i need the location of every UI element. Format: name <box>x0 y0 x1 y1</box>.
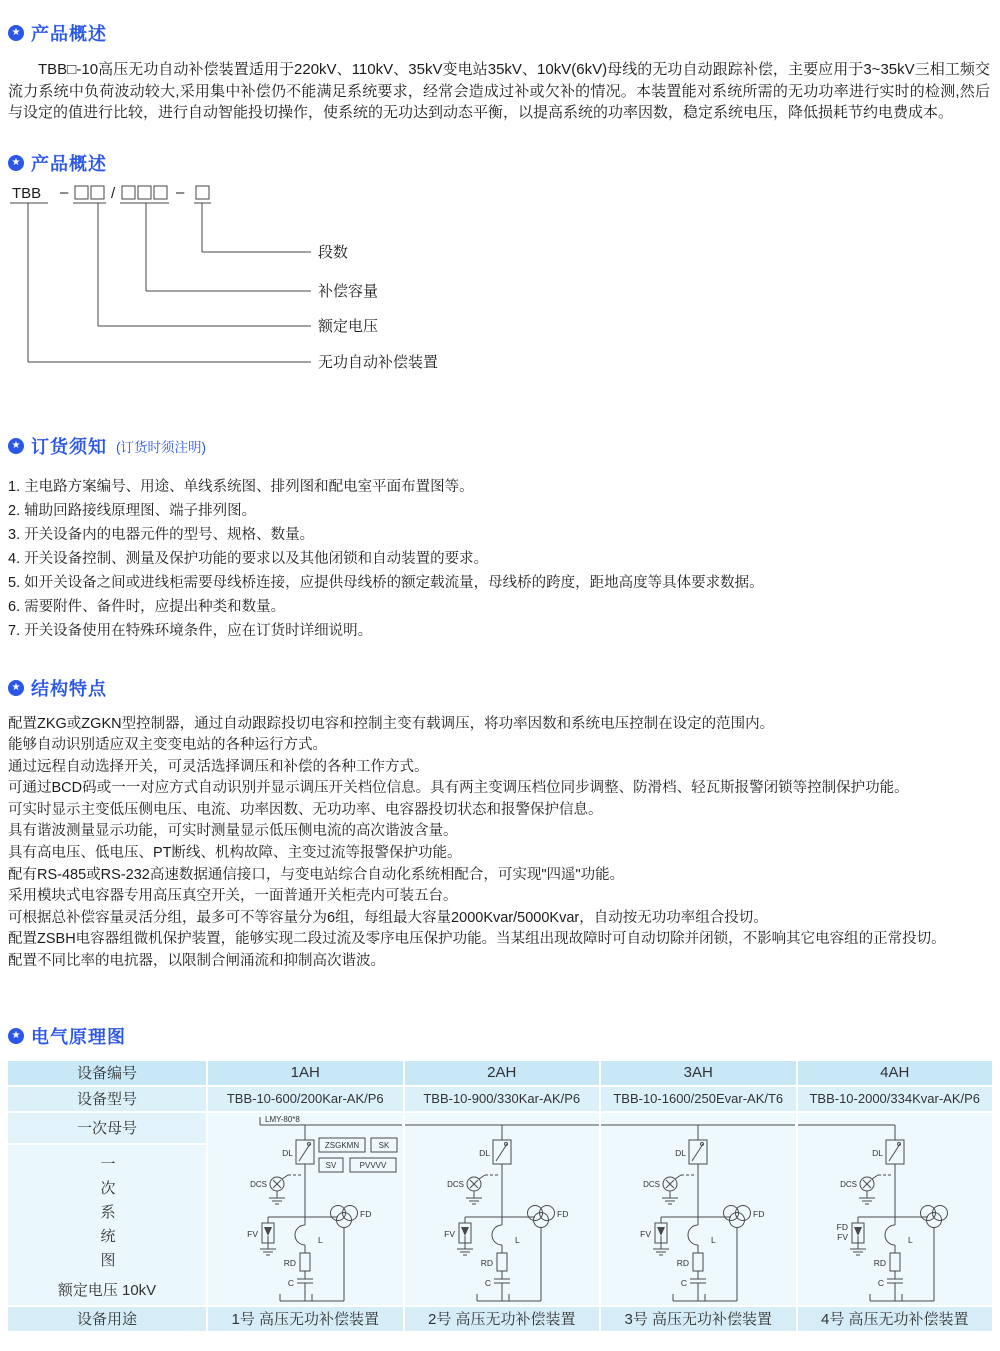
section-heading <box>8 675 992 701</box>
schematic-svg <box>405 1113 599 1305</box>
overview-paragraph: TBB□-10高压无功自动补偿装置适用于220kV、110kV、35kV变电站35kV、10kV(6kV)母线的无功自动跟踪补偿，主要应用于3~35kV三相工频交流力系统中负荷波动较大,采用集中补偿仍不能满足系统要求，经常会造成过补或欠补的情况。本装置能对系统所需的无功功率进行实时的检测,然后与设定的值进行比较，进行自动智能投切操作，使系统的无功达到动态平衡，以提高系统的功率因数，稳定系统电压，降低损耗节约电费成本。 <box>8 61 990 121</box>
rated-voltage-label: 额定电压 10kV <box>57 1281 157 1299</box>
schematic-svg <box>798 1113 992 1305</box>
row-label-device-model: 设备型号 <box>8 1087 206 1111</box>
device-model-cell: TBB-10-600/200Kar-AK/P6 <box>208 1087 403 1111</box>
c-label: C <box>484 1277 491 1288</box>
list-item: 2. 辅助回路接线原理图、端子排列图。 <box>8 502 257 519</box>
dcs-label: DCS <box>250 1179 268 1189</box>
dl-label: DL <box>675 1147 687 1158</box>
device-no-cell: 4AH <box>798 1061 993 1085</box>
row-label-device-no: 设备编号 <box>8 1061 206 1085</box>
list-item: 配置不同比率的电抗器，以限制合闸涌流和抑制高次谐波。 <box>8 953 385 970</box>
fd-label: FD <box>556 1208 569 1219</box>
list-item: 3. 开关设备内的电器元件的型号、规格、数量。 <box>8 526 315 543</box>
rd-label: RD <box>873 1257 886 1268</box>
rd-label: RD <box>676 1257 690 1268</box>
bus-label: LMY-80*8 <box>265 1114 301 1124</box>
zsgkmn-box-label: ZSGKMN <box>325 1140 360 1150</box>
list-item: 具有高电压、低电压、PT断线、机构故障、主变过流等报警保护功能。 <box>8 845 462 862</box>
star-icon <box>8 438 24 454</box>
list-item: 可通过BCD码或一一对应方式自动识别并显示调压开关档位信息。具有两主变调压档位同步调整、防滑档、轻瓦斯报警闭锁等控制保护功能。 <box>8 780 909 797</box>
schematic-1ah <box>208 1113 403 1305</box>
section-title: 结构特点 <box>31 678 107 699</box>
list-item: 通过远程自动选择开关，可灵活选择调压和补偿的各种工作方式。 <box>8 758 429 775</box>
dcs-label: DCS <box>839 1179 857 1189</box>
dcs-label: DCS <box>446 1179 464 1189</box>
dl-label: DL <box>871 1147 883 1158</box>
section-product-overview-2 <box>0 150 1000 387</box>
dl-label: DL <box>478 1147 490 1158</box>
model-box <box>138 186 151 199</box>
table-row-device-use <box>8 1307 992 1331</box>
device-use-cell: 1号 高压无功补偿装置 <box>208 1307 403 1331</box>
sk-box-label: SK <box>378 1140 390 1150</box>
section-product-overview-1 <box>0 20 1000 124</box>
star-glyph: ★ <box>11 1029 21 1041</box>
star-glyph: ★ <box>11 156 21 168</box>
section-heading <box>8 433 992 459</box>
list-item: 配有RS-485或RS-232高速数据通信接口，与变电站综合自动化系统相配合，可实现"四遥"功能。 <box>8 866 625 883</box>
table-row-device-model <box>8 1087 992 1111</box>
list-item: 采用模块式电容器专用高压真空开关，一面普通开关柜壳内可装五台。 <box>8 888 458 905</box>
device-no-cell: 3AH <box>601 1061 796 1085</box>
model-box <box>122 186 135 199</box>
model-box <box>91 186 104 199</box>
sv-box-label: SV <box>325 1160 337 1170</box>
star-icon <box>8 680 24 696</box>
row-label-device-use: 设备用途 <box>8 1307 206 1331</box>
fd-label: FD <box>836 1221 848 1232</box>
model-label-voltage: 额定电压 <box>318 317 379 335</box>
rd-label: RD <box>283 1257 297 1268</box>
page <box>0 20 1000 1351</box>
list-item: 5. 如开关设备之间或进线柜需要母线桥连接，应提供母线桥的额定载流量，母线桥的跨度，距地高度等具体要求数据。 <box>8 574 764 591</box>
schematic-3ah <box>601 1113 796 1305</box>
section-heading <box>8 20 992 46</box>
primary-system-labels <box>8 1113 206 1305</box>
model-label-sections: 段数 <box>318 243 349 261</box>
list-item: 6. 需要附件、备件时，应提出种类和数量。 <box>8 598 286 615</box>
list-item: 可根据总补偿容量灵活分组，最多可不等容量分为6组，每组最大容量2000Kvar/5000Kvar，自动按无功功率组合投切。 <box>8 909 768 926</box>
fv-label: FV <box>640 1228 652 1239</box>
features-list <box>0 714 1000 973</box>
list-item: 配置ZKG或ZGKN型控制器，通过自动跟踪投切电容和控制主变有载调压，将功率因数和系统电压控制在设定的范围内。 <box>8 715 775 732</box>
table-row-primary-system <box>8 1113 992 1305</box>
fv-label: FV <box>247 1228 259 1239</box>
device-no-cell: 1AH <box>208 1061 403 1085</box>
model-box <box>196 186 209 199</box>
row-label-primary-bus: 一次母号 <box>8 1113 206 1143</box>
section-title: 产品概述 <box>31 153 107 174</box>
schematic-4ah <box>798 1113 993 1305</box>
list-item: 1. 主电路方案编号、用途、单线系统图、排列图和配电室平面布置图等。 <box>8 478 474 495</box>
l-label: L <box>711 1234 716 1245</box>
dcs-label: DCS <box>643 1179 661 1189</box>
section-electrical-diagram <box>0 1023 1000 1331</box>
model-slash: / <box>111 184 116 202</box>
c-label: C <box>288 1277 295 1288</box>
model-prefix: TBB <box>12 184 42 202</box>
section-heading <box>8 1023 992 1049</box>
device-no-cell: 2AH <box>405 1061 600 1085</box>
model-box <box>75 186 88 199</box>
star-icon <box>8 155 24 171</box>
device-use-cell: 2号 高压无功补偿装置 <box>405 1307 600 1331</box>
fv-label: FV <box>443 1228 455 1239</box>
device-model-cell: TBB-10-2000/334Kvar-AK/P6 <box>798 1087 993 1111</box>
section-subtitle: (订货时须注明) <box>116 439 206 455</box>
list-item: 7. 开关设备使用在特殊环境条件，应在订货时详细说明。 <box>8 622 373 639</box>
star-glyph: ★ <box>11 27 21 38</box>
schematic-2ah <box>405 1113 600 1305</box>
model-box <box>154 186 167 199</box>
c-label: C <box>877 1277 884 1288</box>
star-icon <box>8 1028 24 1044</box>
list-item: 4. 开关设备控制、测量及保护功能的要求以及其他闭锁和自动装置的要求。 <box>8 550 489 567</box>
list-item: 可实时显示主变低压侧电压、电流、功率因数、无功功率、电容器投切状态和报警保护信息。 <box>8 801 603 818</box>
dl-label: DL <box>282 1147 294 1158</box>
primary-system-vertical-label: 一次系统图 <box>98 1155 116 1276</box>
l-label: L <box>514 1234 520 1245</box>
star-glyph: ★ <box>11 681 21 693</box>
fd-label: FD <box>360 1208 372 1219</box>
electrical-diagram-table <box>8 1061 992 1331</box>
model-dash1: – <box>60 183 69 201</box>
device-model-cell: TBB-10-900/330Kar-AK/P6 <box>405 1087 600 1111</box>
section-title: 电气原理图 <box>31 1026 126 1047</box>
section-features <box>0 675 1000 973</box>
device-model-cell: TBB-10-1600/250Evar-AK/T6 <box>601 1087 796 1111</box>
star-icon <box>8 25 24 41</box>
section-title: 产品概述 <box>31 24 107 44</box>
model-designation-svg <box>8 182 648 382</box>
list-item: 具有谐波测量显示功能，可实时测量显示低压侧电流的高次谐波含量。 <box>8 823 458 840</box>
c-label: C <box>681 1277 688 1288</box>
star-glyph: ★ <box>11 439 21 451</box>
model-label-device-name: 无功自动补偿装置 <box>318 353 439 371</box>
l-label: L <box>907 1234 913 1245</box>
schematic-svg <box>601 1113 795 1305</box>
list-item: 能够自动识别适应双主变变电站的各种运行方式。 <box>8 737 327 754</box>
fv-label: FV <box>836 1231 848 1242</box>
l-label: L <box>318 1234 323 1245</box>
fd-label: FD <box>753 1208 765 1219</box>
list-item: 配置ZSBH电容器组微机保护装置，能够实现二段过流及零序电压保护功能。当某组出现故障时可自动切除并闭锁，不影响其它电容组的正常投切。 <box>8 931 946 948</box>
section-ordering-notes <box>0 433 1000 643</box>
rd-label: RD <box>480 1257 493 1268</box>
section-title: 订货须知 <box>31 436 107 457</box>
table-row-device-no <box>8 1061 992 1085</box>
device-use-cell: 4号 高压无功补偿装置 <box>798 1307 993 1331</box>
section-heading <box>8 150 992 176</box>
ordering-list <box>0 475 1000 643</box>
schematic-svg <box>208 1113 402 1305</box>
pvvvv-box-label: PVVVV <box>359 1160 387 1170</box>
model-label-capacity: 补偿容量 <box>318 282 379 300</box>
model-dash2: – <box>176 183 185 201</box>
row-label-primary-system <box>8 1145 206 1305</box>
device-use-cell: 3号 高压无功补偿装置 <box>601 1307 796 1331</box>
model-designation-diagram <box>8 182 1000 387</box>
